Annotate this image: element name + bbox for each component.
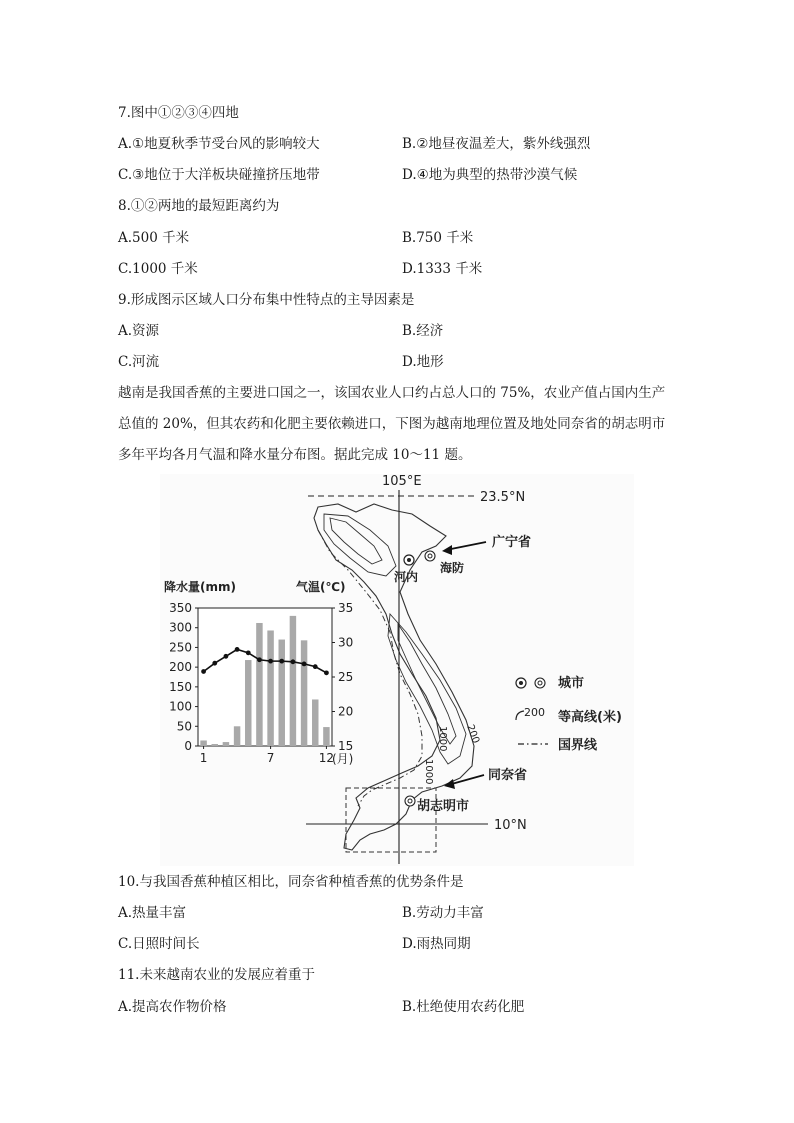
q9-option-c: C.河流 xyxy=(118,354,160,370)
contour-1000-label-b: 1000 xyxy=(423,759,434,785)
guangning-label: 广宁省 xyxy=(492,535,532,550)
temperature-point-month-8 xyxy=(279,659,284,664)
left-tick-label: 50 xyxy=(176,719,192,734)
legend-city-label: 城市 xyxy=(558,676,585,691)
left-tick-label: 350 xyxy=(169,601,192,615)
temperature-point-month-3 xyxy=(224,654,229,659)
temperature-point-month-1 xyxy=(201,669,206,674)
q9-stem: 9.形成图示区域人口分布集中性特点的主导因素是 xyxy=(118,292,415,308)
temperature-point-month-7 xyxy=(268,659,273,664)
temperature-point-month-9 xyxy=(291,659,296,664)
q7-option-b: B.②地昼夜温差大，紫外线强烈 xyxy=(402,136,591,152)
right-tick-label: 35 xyxy=(338,601,354,615)
x-tick-label: 1 xyxy=(199,751,208,765)
temperature-point-month-5 xyxy=(246,650,251,655)
precip-bar-month-5 xyxy=(245,660,251,746)
temperature-point-month-6 xyxy=(257,657,262,662)
chart-ylabel-right: 气温(℃) xyxy=(296,580,346,594)
legend-city-dot xyxy=(519,681,523,685)
right-tick-label: 30 xyxy=(338,635,354,650)
left-tick-label: 200 xyxy=(169,660,192,675)
figure-svg xyxy=(160,474,634,866)
precip-bar-month-12 xyxy=(323,727,329,746)
hcmc-label: 胡志明市 xyxy=(417,799,470,814)
precip-bar-month-8 xyxy=(279,640,285,746)
precip-bar-month-1 xyxy=(200,740,206,746)
temperature-point-month-12 xyxy=(324,670,329,675)
q9-option-d: D.地形 xyxy=(402,354,444,370)
precip-bar-month-7 xyxy=(267,630,273,746)
temperature-point-month-4 xyxy=(235,647,240,652)
hanoi-city-dot xyxy=(407,558,411,562)
left-tick-label: 300 xyxy=(169,620,192,635)
q10-option-a: A.热量丰富 xyxy=(118,905,187,921)
right-tick-label: 25 xyxy=(338,670,354,684)
contour-200-label: 200 xyxy=(464,723,482,745)
left-tick-label: 150 xyxy=(169,679,192,694)
hanoi-label: 河内 xyxy=(394,570,419,584)
right-tick-label: 20 xyxy=(338,704,354,719)
haiphong-city-symbol xyxy=(425,551,435,561)
dongnai-label: 同奈省 xyxy=(488,768,528,783)
legend-contour-value: 200 xyxy=(524,706,545,719)
precip-bar-month-6 xyxy=(256,623,262,746)
temperature-point-month-10 xyxy=(302,661,307,666)
q10-option-d: D.雨热同期 xyxy=(402,936,471,952)
q9-option-b: B.经济 xyxy=(402,323,444,339)
q7-stem: 7.图中①②③④四地 xyxy=(118,105,239,121)
q8-option-b: B.750 千米 xyxy=(402,230,474,246)
chart-plot-frame xyxy=(198,608,332,746)
haiphong-label: 海防 xyxy=(440,561,465,575)
legend-contour-label: 等高线(米) xyxy=(558,710,622,725)
q7-option-d: D.④地为典型的热带沙漠气候 xyxy=(402,167,578,183)
q8-stem: 8.①②两地的最短距离约为 xyxy=(118,198,280,214)
chart-xunit: (月) xyxy=(332,752,354,766)
q11-stem: 11.未来越南农业的发展应着重于 xyxy=(118,967,315,983)
left-tick-label: 0 xyxy=(184,739,192,753)
contour-1000-label-a: 1000 xyxy=(437,726,448,752)
tropic-label: 23.5°N xyxy=(480,490,526,505)
q8-option-a: A.500 千米 xyxy=(118,230,190,246)
temperature-point-month-2 xyxy=(212,661,217,666)
q10-option-b: B.劳动力丰富 xyxy=(402,905,484,921)
right-tick-label: 15 xyxy=(338,739,354,753)
intro-line-1: 越南是我国香蕉的主要进口国之一，该国农业人口约占总人口的 75%，农业产值占国内生产 xyxy=(118,385,666,401)
legend-city-symbol-b xyxy=(535,678,545,688)
left-tick-label: 100 xyxy=(169,699,192,714)
chart-ylabel-left: 降水量(mm) xyxy=(164,580,236,594)
intro-line-3: 多年平均各月气温和降水量分布图。据此完成 10～11 题。 xyxy=(118,447,472,463)
precip-bar-month-3 xyxy=(223,742,229,746)
q7-option-a: A.①地夏秋季节受台风的影响较大 xyxy=(118,136,320,152)
q8-option-d: D.1333 千米 xyxy=(402,261,483,277)
q11-option-a: A.提高农作物价格 xyxy=(118,999,227,1015)
hcmc-city-symbol xyxy=(405,796,415,806)
x-tick-label: 12 xyxy=(318,751,335,765)
parallel-10n-label: 10°N xyxy=(494,818,527,833)
vietnam-figure xyxy=(160,474,634,866)
precip-bar-month-4 xyxy=(234,726,240,746)
precip-bar-month-11 xyxy=(312,699,318,746)
q10-stem: 10.与我国香蕉种植区相比，同奈省种植香蕉的优势条件是 xyxy=(118,874,464,890)
q7-option-c: C.③地位于大洋板块碰撞挤压地带 xyxy=(118,167,320,183)
precip-bar-month-10 xyxy=(301,640,307,746)
left-tick-label: 250 xyxy=(169,640,192,655)
q8-option-c: C.1000 千米 xyxy=(118,261,198,277)
q9-option-a: A.资源 xyxy=(118,323,160,339)
q11-option-b: B.杜绝使用农药化肥 xyxy=(402,999,525,1015)
meridian-label: 105°E xyxy=(382,474,422,489)
precip-bar-month-2 xyxy=(212,744,218,746)
precip-bar-month-9 xyxy=(290,616,296,746)
q10-option-c: C.日照时间长 xyxy=(118,936,200,952)
temperature-point-month-11 xyxy=(313,664,318,669)
intro-line-2: 总值的 20%，但其农药和化肥主要依赖进口，下图为越南地理位置及地处同奈省的胡志明市 xyxy=(118,416,666,432)
legend-border-label: 国界线 xyxy=(558,738,598,753)
x-tick-label: 7 xyxy=(266,751,275,765)
